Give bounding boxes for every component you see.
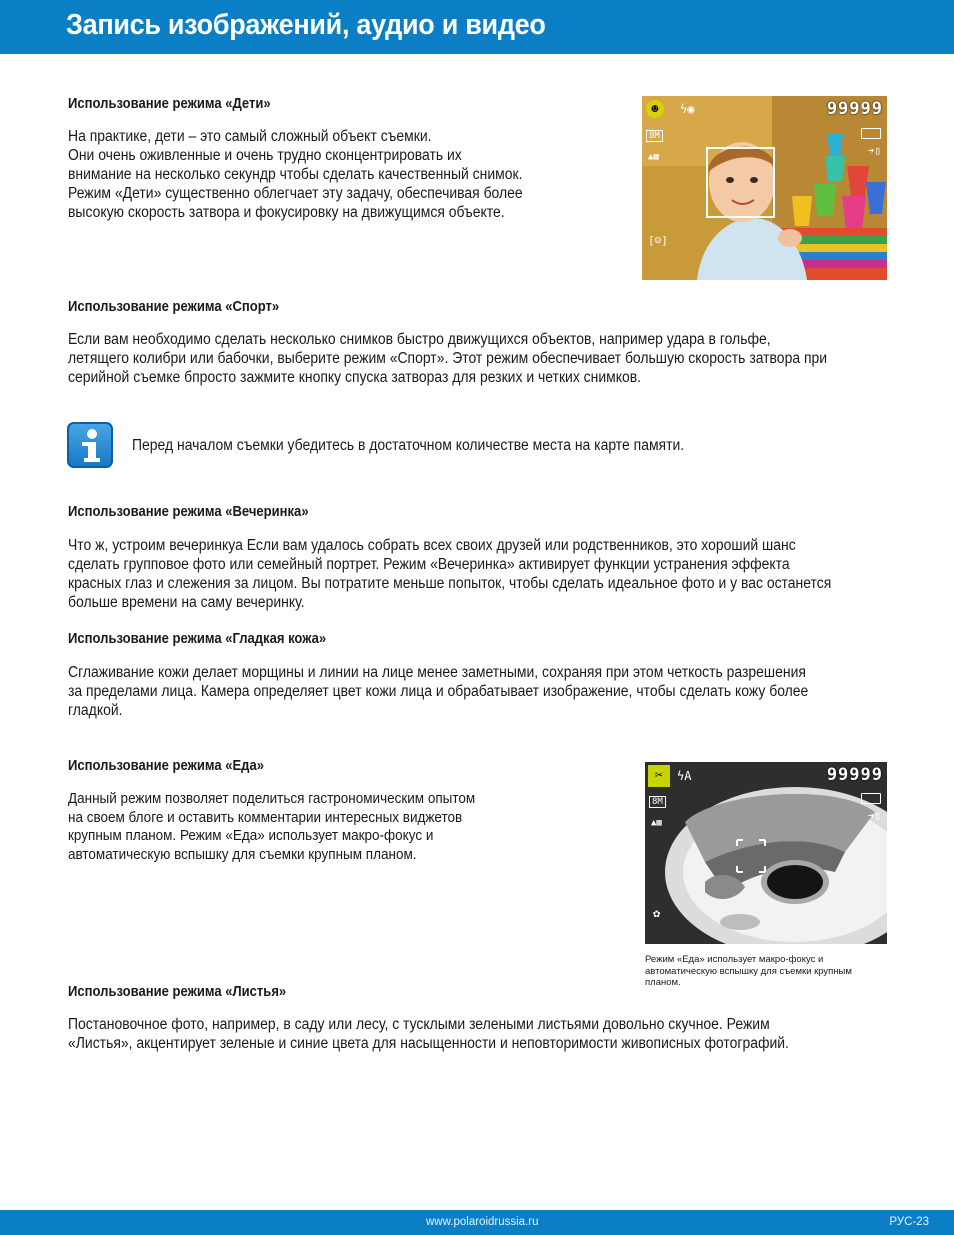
shots-remaining-counter: 99999 bbox=[826, 99, 883, 119]
quality-icon: ▲▦ bbox=[651, 818, 662, 828]
sport-heading: Использование режима «Спорт» bbox=[68, 299, 280, 315]
battery-icon bbox=[861, 128, 881, 139]
sport-paragraph: Если вам необходимо сделать несколько снимков быстро движущихся объектов, например удара в гольфе, летящего колибри или бабочки, выберите режим «Спорт». Этот режим обеспечивает большую скорость затвора при серийной съемке бпросто зажмите кнопку спуска затвораз для резких и четких снимков. bbox=[68, 331, 828, 386]
food-photo bbox=[645, 762, 887, 944]
kids-mode-icon: ☻ bbox=[646, 100, 664, 118]
skin-paragraph: Сглаживание кожи делает морщины и линии на лице менее заметными, сохраняя при этом четкость разрешения за пределами лица. Камера определяет цвет кожи лица и обрабатывает изображение, чтобы сделать кожу более гладкой. bbox=[68, 664, 809, 719]
food-mode-icon: ✂ bbox=[648, 765, 670, 787]
header-bar bbox=[0, 0, 954, 54]
quality-icon: ▲▦ bbox=[648, 152, 659, 162]
party-heading: Использование режима «Вечеринка» bbox=[68, 504, 309, 520]
party-paragraph: Что ж, устроим вечеринкуа Если вам удалось собрать всех своих друзей или родственников, это хороший шанс сделать групповое фото или семейный портрет. Режим «Вечеринка» активирует функции устранения эффекта красных глаз и слежения за лицом. Вы потратите меньше попыток, чтобы сделать идеальное фото и у вас останется больше времени на саму вечеринку. bbox=[68, 537, 832, 611]
footer-bar bbox=[0, 1210, 954, 1235]
food-mode-preview bbox=[645, 762, 887, 944]
megapixel-indicator: 8M bbox=[646, 130, 663, 142]
leaves-paragraph: Постановочное фото, например, в саду или лесу, с тусклыми зелеными листьями довольно скучное. Режим «Листья», акцентирует зеленые и синие цвета для насыщенности и неповторимости живописных фотографий. bbox=[68, 1016, 789, 1052]
leaves-heading: Использование режима «Листья» bbox=[68, 984, 287, 1000]
flash-auto-icon: ϟA bbox=[677, 769, 692, 783]
shots-remaining-counter: 99999 bbox=[826, 765, 883, 785]
food-heading: Использование режима «Еда» bbox=[68, 758, 264, 774]
kids-photo bbox=[642, 96, 887, 280]
food-paragraph: Данный режим позволяет поделиться гастрономическим опытом на своем блоге и оставить комментарии интересных виджетов крупным планом. Режим «Еда» использует макро-фокус и автоматическую вспышку для съемки крупным планом. bbox=[68, 790, 476, 863]
page-number: РУС-23 bbox=[889, 1216, 929, 1228]
flash-redeye-icon: ϟ◉ bbox=[680, 102, 695, 116]
kids-mode-preview bbox=[642, 96, 887, 280]
info-icon bbox=[67, 422, 113, 468]
macro-icon: ✿ bbox=[653, 906, 661, 920]
memory-note-text: Перед началом съемки убедитесь в достаточном количестве места на карте памяти. bbox=[132, 437, 685, 454]
megapixel-indicator: 8M bbox=[649, 796, 666, 808]
page-title: Запись изображений, аудио и видео bbox=[66, 9, 546, 41]
food-image-caption: Режим «Еда» использует макро-фокус и автоматическую вспышку для съемки крупным планом. bbox=[645, 954, 852, 988]
kids-paragraph: На практике, дети – это самый сложный объект съемки. Они очень оживленные и очень трудно сконцентрировать их внимание на несколько секундр чтобы сделать качественный снимок. Режим «Дети» существенно облегчает эту задачу, обеспечивая более высокую скорость затвора и фокусировку на движущимся объекте. bbox=[68, 128, 523, 221]
memory-card-icon: ➔▯ bbox=[867, 144, 881, 157]
footer-url[interactable]: www.polaroidrussia.ru bbox=[426, 1216, 539, 1228]
face-detect-icon: [☺] bbox=[648, 234, 668, 247]
skin-heading: Использование режима «Гладкая кожа» bbox=[68, 631, 327, 647]
battery-icon bbox=[861, 793, 881, 804]
kids-heading: Использование режима «Дети» bbox=[68, 96, 271, 112]
memory-card-icon: ➔▯ bbox=[867, 809, 881, 822]
